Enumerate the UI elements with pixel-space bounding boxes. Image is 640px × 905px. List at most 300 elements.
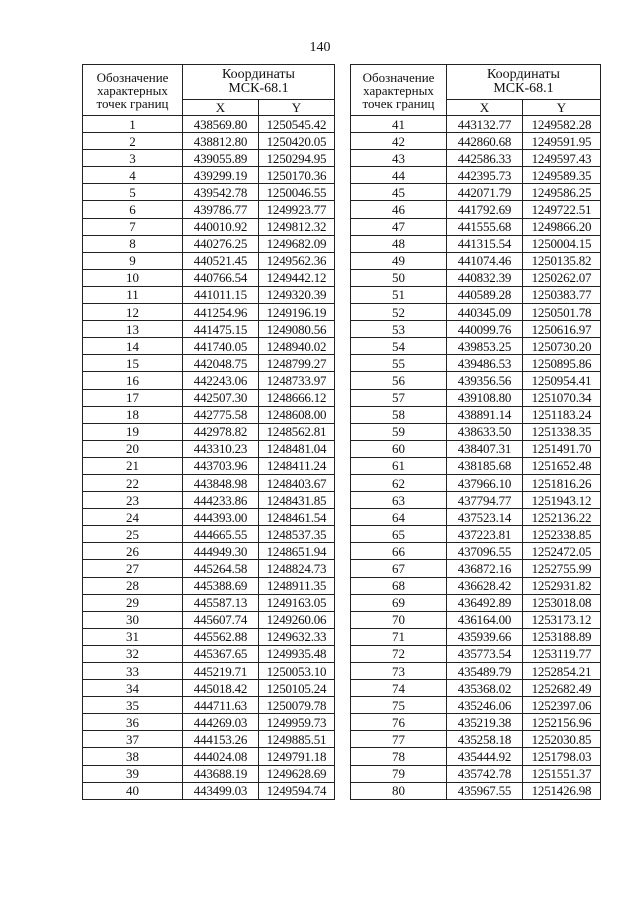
x-coordinate: 442048.75 [183, 355, 259, 372]
table-row [83, 577, 335, 594]
x-coordinate: 444233.86 [183, 492, 259, 509]
y-coordinate: 1250004.15 [523, 235, 601, 252]
y-coordinate: 1249682.09 [259, 235, 335, 252]
point-number: 36 [83, 714, 183, 731]
x-coordinate: 435368.02 [447, 680, 523, 697]
x-coordinate: 441792.69 [447, 201, 523, 218]
x-coordinate: 438185.68 [447, 457, 523, 474]
point-number: 24 [83, 509, 183, 526]
x-coordinate: 441555.68 [447, 218, 523, 235]
table-row [351, 252, 601, 269]
table-row [351, 474, 601, 491]
table-row [351, 286, 601, 303]
y-coordinate: 1249196.19 [259, 304, 335, 321]
x-coordinate: 437096.55 [447, 543, 523, 560]
table-row [351, 150, 601, 167]
table-row [83, 680, 335, 697]
x-coordinate: 438407.31 [447, 440, 523, 457]
x-coordinate: 442586.33 [447, 150, 523, 167]
y-coordinate: 1252682.49 [523, 680, 601, 697]
x-coordinate: 438633.50 [447, 423, 523, 440]
x-coordinate: 445264.58 [183, 560, 259, 577]
y-coordinate: 1248940.02 [259, 338, 335, 355]
table-row [83, 372, 335, 389]
table-row [351, 304, 601, 321]
point-number: 51 [351, 286, 447, 303]
y-coordinate: 1250545.42 [259, 116, 335, 133]
table-row [351, 765, 601, 782]
x-coordinate: 435219.38 [447, 714, 523, 731]
y-coordinate: 1248666.12 [259, 389, 335, 406]
y-coordinate: 1249959.73 [259, 714, 335, 731]
table-row [351, 526, 601, 543]
point-number: 58 [351, 406, 447, 423]
x-coordinate: 442243.06 [183, 372, 259, 389]
table-row [351, 509, 601, 526]
point-number: 8 [83, 235, 183, 252]
point-number: 6 [83, 201, 183, 218]
y-coordinate: 1251426.98 [523, 782, 601, 799]
point-number: 74 [351, 680, 447, 697]
table-row [351, 440, 601, 457]
table-row [351, 406, 601, 423]
point-number: 38 [83, 748, 183, 765]
y-coordinate: 1253119.77 [523, 645, 601, 662]
y-coordinate: 1248562.81 [259, 423, 335, 440]
point-number: 16 [83, 372, 183, 389]
x-coordinate: 439542.78 [183, 184, 259, 201]
table-row [351, 782, 601, 799]
x-coordinate: 439786.77 [183, 201, 259, 218]
point-number: 73 [351, 663, 447, 680]
point-number: 37 [83, 731, 183, 748]
table-row [351, 560, 601, 577]
y-coordinate: 1250262.07 [523, 269, 601, 286]
x-coordinate: 439486.53 [447, 355, 523, 372]
point-number: 27 [83, 560, 183, 577]
table-row [83, 748, 335, 765]
table-row [83, 697, 335, 714]
x-coordinate: 436628.42 [447, 577, 523, 594]
point-number: 11 [83, 286, 183, 303]
y-coordinate: 1250420.05 [259, 133, 335, 150]
y-coordinate: 1248733.97 [259, 372, 335, 389]
table-row [83, 116, 335, 133]
table-row [83, 338, 335, 355]
x-coordinate: 437966.10 [447, 474, 523, 491]
table-row [351, 628, 601, 645]
point-number: 15 [83, 355, 183, 372]
x-coordinate: 436164.00 [447, 611, 523, 628]
x-coordinate: 439356.56 [447, 372, 523, 389]
point-number: 30 [83, 611, 183, 628]
y-coordinate: 1250046.55 [259, 184, 335, 201]
point-number: 46 [351, 201, 447, 218]
x-column-header: X [447, 100, 523, 116]
y-coordinate: 1251338.35 [523, 423, 601, 440]
y-coordinate: 1250053.10 [259, 663, 335, 680]
point-number: 14 [83, 338, 183, 355]
y-coordinate: 1248608.00 [259, 406, 335, 423]
point-number: 79 [351, 765, 447, 782]
x-coordinate: 440766.54 [183, 269, 259, 286]
table-row [83, 133, 335, 150]
y-coordinate: 1250105.24 [259, 680, 335, 697]
point-number: 56 [351, 372, 447, 389]
point-number: 13 [83, 321, 183, 338]
x-coordinate: 440589.28 [447, 286, 523, 303]
point-number: 70 [351, 611, 447, 628]
y-coordinate: 1251183.24 [523, 406, 601, 423]
table-row [351, 577, 601, 594]
point-label-header: Обозначение характерных точек границ [83, 65, 183, 116]
point-number: 21 [83, 457, 183, 474]
y-coordinate: 1249594.74 [259, 782, 335, 799]
y-coordinate: 1249722.51 [523, 201, 601, 218]
x-coordinate: 445388.69 [183, 577, 259, 594]
point-number: 33 [83, 663, 183, 680]
y-coordinate: 1249080.56 [259, 321, 335, 338]
table-row [83, 423, 335, 440]
table-row [83, 457, 335, 474]
x-coordinate: 445367.65 [183, 645, 259, 662]
table-row [351, 492, 601, 509]
x-coordinate: 441074.46 [447, 252, 523, 269]
point-number: 32 [83, 645, 183, 662]
x-coordinate: 444393.00 [183, 509, 259, 526]
x-coordinate: 437223.81 [447, 526, 523, 543]
table-row [83, 731, 335, 748]
point-number: 12 [83, 304, 183, 321]
table-row [351, 372, 601, 389]
y-coordinate: 1251070.34 [523, 389, 601, 406]
point-number: 23 [83, 492, 183, 509]
table-row [83, 269, 335, 286]
table-row [351, 663, 601, 680]
y-coordinate: 1251551.37 [523, 765, 601, 782]
table-row [83, 628, 335, 645]
x-coordinate: 435742.78 [447, 765, 523, 782]
table-row [83, 492, 335, 509]
point-number: 54 [351, 338, 447, 355]
y-coordinate: 1250895.86 [523, 355, 601, 372]
coordinates-header: Координаты МСК-68.1 [447, 65, 601, 100]
table-row [83, 782, 335, 799]
table-row [351, 457, 601, 474]
point-number: 26 [83, 543, 183, 560]
y-coordinate: 1250616.97 [523, 321, 601, 338]
x-coordinate: 440276.25 [183, 235, 259, 252]
table-row [351, 594, 601, 611]
point-number: 31 [83, 628, 183, 645]
table-row [83, 474, 335, 491]
y-coordinate: 1252338.85 [523, 526, 601, 543]
x-coordinate: 443310.23 [183, 440, 259, 457]
point-number: 55 [351, 355, 447, 372]
y-coordinate: 1251491.70 [523, 440, 601, 457]
y-column-header: Y [259, 100, 335, 116]
table-row [351, 167, 601, 184]
point-number: 61 [351, 457, 447, 474]
point-number: 28 [83, 577, 183, 594]
y-coordinate: 1250170.36 [259, 167, 335, 184]
x-coordinate: 442071.79 [447, 184, 523, 201]
y-coordinate: 1249562.36 [259, 252, 335, 269]
y-coordinate: 1252030.85 [523, 731, 601, 748]
coordinates-table-left [82, 64, 335, 800]
y-coordinate: 1250135.82 [523, 252, 601, 269]
y-coordinate: 1248431.85 [259, 492, 335, 509]
table-row [351, 269, 601, 286]
y-coordinate: 1249885.51 [259, 731, 335, 748]
point-number: 69 [351, 594, 447, 611]
table-row [351, 714, 601, 731]
table-row [351, 423, 601, 440]
x-coordinate: 442507.30 [183, 389, 259, 406]
point-number: 2 [83, 133, 183, 150]
x-coordinate: 444949.30 [183, 543, 259, 560]
point-number: 40 [83, 782, 183, 799]
table-row [351, 645, 601, 662]
table-row [351, 235, 601, 252]
table-row [351, 731, 601, 748]
table-row [83, 218, 335, 235]
y-coordinate: 1249591.95 [523, 133, 601, 150]
y-coordinate: 1249866.20 [523, 218, 601, 235]
point-number: 17 [83, 389, 183, 406]
table-row [83, 645, 335, 662]
y-coordinate: 1252755.99 [523, 560, 601, 577]
point-number: 65 [351, 526, 447, 543]
x-coordinate: 438569.80 [183, 116, 259, 133]
y-coordinate: 1249923.77 [259, 201, 335, 218]
point-number: 60 [351, 440, 447, 457]
point-number: 62 [351, 474, 447, 491]
x-coordinate: 439853.25 [447, 338, 523, 355]
point-number: 63 [351, 492, 447, 509]
x-column-header: X [183, 100, 259, 116]
x-coordinate: 444024.08 [183, 748, 259, 765]
point-number: 64 [351, 509, 447, 526]
y-coordinate: 1248651.94 [259, 543, 335, 560]
x-coordinate: 435444.92 [447, 748, 523, 765]
table-row [83, 252, 335, 269]
x-coordinate: 435773.54 [447, 645, 523, 662]
point-number: 68 [351, 577, 447, 594]
y-coordinate: 1251816.26 [523, 474, 601, 491]
x-coordinate: 440345.09 [447, 304, 523, 321]
x-coordinate: 441011.15 [183, 286, 259, 303]
y-coordinate: 1248911.35 [259, 577, 335, 594]
x-coordinate: 435489.79 [447, 663, 523, 680]
point-number: 66 [351, 543, 447, 560]
x-coordinate: 445219.71 [183, 663, 259, 680]
point-number: 5 [83, 184, 183, 201]
table-row [351, 201, 601, 218]
x-coordinate: 437794.77 [447, 492, 523, 509]
y-coordinate: 1250079.78 [259, 697, 335, 714]
table-row [83, 526, 335, 543]
table-row [351, 116, 601, 133]
table-row [83, 304, 335, 321]
point-number: 77 [351, 731, 447, 748]
y-coordinate: 1249442.12 [259, 269, 335, 286]
point-number: 42 [351, 133, 447, 150]
x-coordinate: 437523.14 [447, 509, 523, 526]
y-coordinate: 1249628.69 [259, 765, 335, 782]
x-coordinate: 442860.68 [447, 133, 523, 150]
point-number: 72 [351, 645, 447, 662]
point-number: 3 [83, 150, 183, 167]
x-coordinate: 445607.74 [183, 611, 259, 628]
point-number: 50 [351, 269, 447, 286]
point-number: 1 [83, 116, 183, 133]
x-coordinate: 438891.14 [447, 406, 523, 423]
point-number: 67 [351, 560, 447, 577]
x-coordinate: 445587.13 [183, 594, 259, 611]
x-coordinate: 435258.18 [447, 731, 523, 748]
x-coordinate: 438812.80 [183, 133, 259, 150]
y-coordinate: 1249597.43 [523, 150, 601, 167]
table-row [83, 389, 335, 406]
table-row [83, 543, 335, 560]
point-number: 20 [83, 440, 183, 457]
table-row [83, 765, 335, 782]
x-coordinate: 440521.45 [183, 252, 259, 269]
x-coordinate: 439108.80 [447, 389, 523, 406]
table-row [351, 218, 601, 235]
point-number: 22 [83, 474, 183, 491]
x-coordinate: 443499.03 [183, 782, 259, 799]
x-coordinate: 444269.03 [183, 714, 259, 731]
point-number: 29 [83, 594, 183, 611]
x-coordinate: 441315.54 [447, 235, 523, 252]
point-number: 10 [83, 269, 183, 286]
point-number: 7 [83, 218, 183, 235]
point-number: 4 [83, 167, 183, 184]
y-coordinate: 1250730.20 [523, 338, 601, 355]
point-number: 76 [351, 714, 447, 731]
x-coordinate: 441475.15 [183, 321, 259, 338]
y-coordinate: 1249589.35 [523, 167, 601, 184]
y-coordinate: 1251798.03 [523, 748, 601, 765]
y-coordinate: 1251943.12 [523, 492, 601, 509]
y-coordinate: 1248799.27 [259, 355, 335, 372]
point-number: 47 [351, 218, 447, 235]
table-row [351, 389, 601, 406]
table-row [83, 594, 335, 611]
y-coordinate: 1249260.06 [259, 611, 335, 628]
x-coordinate: 440010.92 [183, 218, 259, 235]
y-coordinate: 1249320.39 [259, 286, 335, 303]
point-number: 80 [351, 782, 447, 799]
table-row [351, 748, 601, 765]
x-coordinate: 440832.39 [447, 269, 523, 286]
y-coordinate: 1252156.96 [523, 714, 601, 731]
y-coordinate: 1250294.95 [259, 150, 335, 167]
x-coordinate: 440099.76 [447, 321, 523, 338]
y-coordinate: 1252931.82 [523, 577, 601, 594]
point-number: 49 [351, 252, 447, 269]
table-row [351, 355, 601, 372]
x-coordinate: 444153.26 [183, 731, 259, 748]
table-row [83, 321, 335, 338]
x-coordinate: 436492.89 [447, 594, 523, 611]
x-coordinate: 443132.77 [447, 116, 523, 133]
point-number: 9 [83, 252, 183, 269]
point-number: 18 [83, 406, 183, 423]
x-coordinate: 444711.63 [183, 697, 259, 714]
table-row [83, 440, 335, 457]
point-number: 34 [83, 680, 183, 697]
point-number: 39 [83, 765, 183, 782]
x-coordinate: 443703.96 [183, 457, 259, 474]
x-coordinate: 442395.73 [447, 167, 523, 184]
x-coordinate: 441740.05 [183, 338, 259, 355]
table-row [351, 133, 601, 150]
y-coordinate: 1248537.35 [259, 526, 335, 543]
x-coordinate: 441254.96 [183, 304, 259, 321]
table-row [83, 235, 335, 252]
x-coordinate: 445562.88 [183, 628, 259, 645]
y-coordinate: 1249586.25 [523, 184, 601, 201]
y-coordinate: 1248824.73 [259, 560, 335, 577]
point-number: 35 [83, 697, 183, 714]
x-coordinate: 436872.16 [447, 560, 523, 577]
x-coordinate: 435246.06 [447, 697, 523, 714]
y-coordinate: 1248411.24 [259, 457, 335, 474]
point-number: 75 [351, 697, 447, 714]
table-row [83, 286, 335, 303]
y-coordinate: 1251652.48 [523, 457, 601, 474]
coordinates-table-right [350, 64, 601, 800]
table-row [83, 406, 335, 423]
x-coordinate: 443848.98 [183, 474, 259, 491]
x-coordinate: 435967.55 [447, 782, 523, 799]
y-column-header: Y [523, 100, 601, 116]
table-row [83, 167, 335, 184]
x-coordinate: 439299.19 [183, 167, 259, 184]
x-coordinate: 442978.82 [183, 423, 259, 440]
point-number: 43 [351, 150, 447, 167]
point-number: 71 [351, 628, 447, 645]
table-row [83, 355, 335, 372]
point-label-header: Обозначение характерных точек границ [351, 65, 447, 116]
table-row [83, 560, 335, 577]
point-number: 25 [83, 526, 183, 543]
coordinates-header: Координаты МСК-68.1 [183, 65, 335, 100]
y-coordinate: 1250954.41 [523, 372, 601, 389]
table-row [83, 509, 335, 526]
y-coordinate: 1249632.33 [259, 628, 335, 645]
y-coordinate: 1252397.06 [523, 697, 601, 714]
point-number: 41 [351, 116, 447, 133]
table-row [351, 680, 601, 697]
table-row [351, 184, 601, 201]
table-row [83, 611, 335, 628]
y-coordinate: 1248481.04 [259, 440, 335, 457]
y-coordinate: 1252472.05 [523, 543, 601, 560]
y-coordinate: 1252854.21 [523, 663, 601, 680]
y-coordinate: 1253173.12 [523, 611, 601, 628]
point-number: 53 [351, 321, 447, 338]
table-row [351, 697, 601, 714]
table-row [351, 321, 601, 338]
point-number: 44 [351, 167, 447, 184]
y-coordinate: 1249582.28 [523, 116, 601, 133]
y-coordinate: 1253018.08 [523, 594, 601, 611]
table-row [351, 611, 601, 628]
